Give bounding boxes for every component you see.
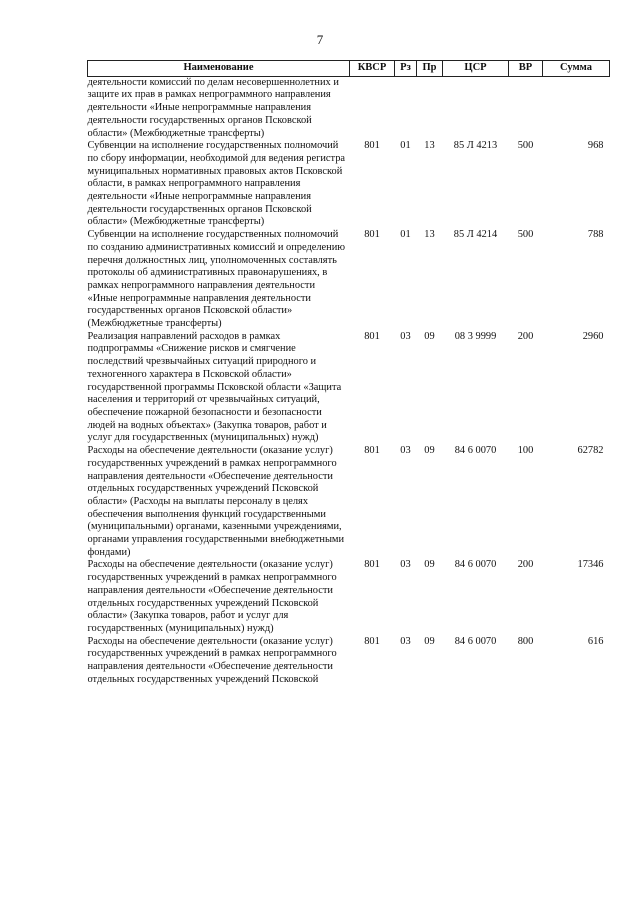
table-row xyxy=(88,559,610,635)
table-row xyxy=(88,229,610,331)
row-pr: 09 xyxy=(424,445,435,457)
row-sum: 62782 xyxy=(577,445,604,457)
row-kvsr: 801 xyxy=(364,140,380,152)
row-name: Расходы на обеспечение деятельности (оказание услуг) государственных учреждений в рамках непрограммного направления деятельности «Обеспечение деятельности отдельных государственных учреждений Псковской области» (Закупка товаров, работ и услуг для государственных (муниципальных) нужд) xyxy=(87,559,337,634)
row-sum: 2960 xyxy=(582,330,604,342)
row-sum: 788 xyxy=(587,229,604,241)
header-csr: ЦСР xyxy=(443,61,509,77)
row-vr: 500 xyxy=(517,140,534,152)
row-vr: 800 xyxy=(517,635,534,647)
row-sum xyxy=(543,76,610,140)
row-kvsr: 801 xyxy=(364,229,380,241)
row-sum: 17346 xyxy=(577,559,604,571)
row-rz: 03 xyxy=(400,635,411,647)
row-vr: 100 xyxy=(517,445,534,457)
row-pr xyxy=(417,76,443,140)
row-kvsr xyxy=(350,76,395,140)
row-kvsr: 801 xyxy=(364,559,380,571)
table-header-row xyxy=(88,61,610,77)
row-vr: 500 xyxy=(517,229,534,241)
header-vr: ВР xyxy=(509,61,543,77)
header-name: Наименование xyxy=(88,61,350,77)
row-csr: 08 3 9999 xyxy=(454,330,497,342)
row-name: Расходы на обеспечение деятельности (оказание услуг) государственных учреждений в рамках непрограммного направления деятельности «Обеспечение деятельности отдельных государственных учреждений Псковской области» (Расходы на выплаты персоналу в целях обеспечения выполнения функций государственными (муниципальными) органами, казенными учреждениями, органами управления государственными внебюджетными фондами) xyxy=(87,445,345,558)
budget-table xyxy=(87,60,610,686)
row-kvsr: 801 xyxy=(364,635,380,647)
row-pr: 13 xyxy=(424,229,435,241)
row-name: Субвенции на исполнение государственных полномочий по сбору информации, необходимой для ведения регистра муниципальных нормативных правовых актов Псковской области, в рамках непрограммного направления деятельности «Иные непрограммные направления деятельности государственных органов Псковской области» (Межбюджетные трансферты) xyxy=(87,140,346,228)
page-number: 7 xyxy=(316,32,324,47)
row-name: Реализация направлений расходов в рамках подпрограммы «Снижение рисков и смягчение последствий чрезвычайных ситуаций природного и техногенного характера в Псковской области» государственной программы Псковской области «Защита населения и территорий от чрезвычайных ситуаций, обеспечение пожарной безопасности и безопасности людей на водных объектах» (Закупка товаров, работ и услуг для государственных (муниципальных) нужд) xyxy=(87,330,342,444)
row-rz: 01 xyxy=(400,229,411,241)
row-pr: 13 xyxy=(424,140,435,152)
row-rz: 03 xyxy=(400,330,411,342)
row-rz: 03 xyxy=(400,445,411,457)
row-sum: 968 xyxy=(587,140,604,152)
table-row xyxy=(88,331,610,445)
row-name: Расходы на обеспечение деятельности (оказание услуг) государственных учреждений в рамках непрограммного направления деятельности «Обеспечение деятельности отдельных государственных учреждений Псковской xyxy=(87,635,337,685)
table-row xyxy=(88,445,610,559)
header-pr: Пр xyxy=(417,61,443,77)
row-csr: 84 6 0070 xyxy=(454,445,497,457)
row-csr xyxy=(443,76,509,140)
table-row xyxy=(88,140,610,229)
row-vr: 200 xyxy=(517,559,534,571)
row-csr: 84 6 0070 xyxy=(454,635,497,647)
row-sum: 616 xyxy=(587,635,604,647)
header-sum: Сумма xyxy=(543,61,610,77)
header-rz: Рз xyxy=(395,61,417,77)
row-kvsr: 801 xyxy=(364,445,380,457)
row-pr: 09 xyxy=(424,559,435,571)
row-rz: 03 xyxy=(400,559,411,571)
row-kvsr: 801 xyxy=(364,330,380,342)
row-csr: 85 Л 4214 xyxy=(453,229,498,241)
row-csr: 85 Л 4213 xyxy=(453,140,498,152)
row-name: Субвенции на исполнение государственных полномочий по созданию административных комиссий и определению перечня должностных лиц, уполномоченных составлять протоколы об административных правонарушениях, в рамках непрограммного направления деятельности «Иные непрограммные направления деятельности государственных органов Псковской области» (Межбюджетные трансферты) xyxy=(87,229,346,330)
row-rz: 01 xyxy=(400,140,411,152)
row-vr: 200 xyxy=(517,330,534,342)
row-vr xyxy=(509,76,543,140)
header-kvsr: КВСР xyxy=(350,61,395,77)
row-csr: 84 6 0070 xyxy=(454,559,497,571)
row-pr: 09 xyxy=(424,330,435,342)
row-rz xyxy=(395,76,417,140)
table-row xyxy=(88,76,610,140)
row-pr: 09 xyxy=(424,635,435,647)
row-name: деятельности комиссий по делам несовершеннолетних и защите их прав в рамках непрограммного направления деятельности «Иные непрограммные направления деятельности государственных органов Псковской области» (Межбюджетные трансферты) xyxy=(87,76,339,139)
table-row xyxy=(88,636,610,687)
